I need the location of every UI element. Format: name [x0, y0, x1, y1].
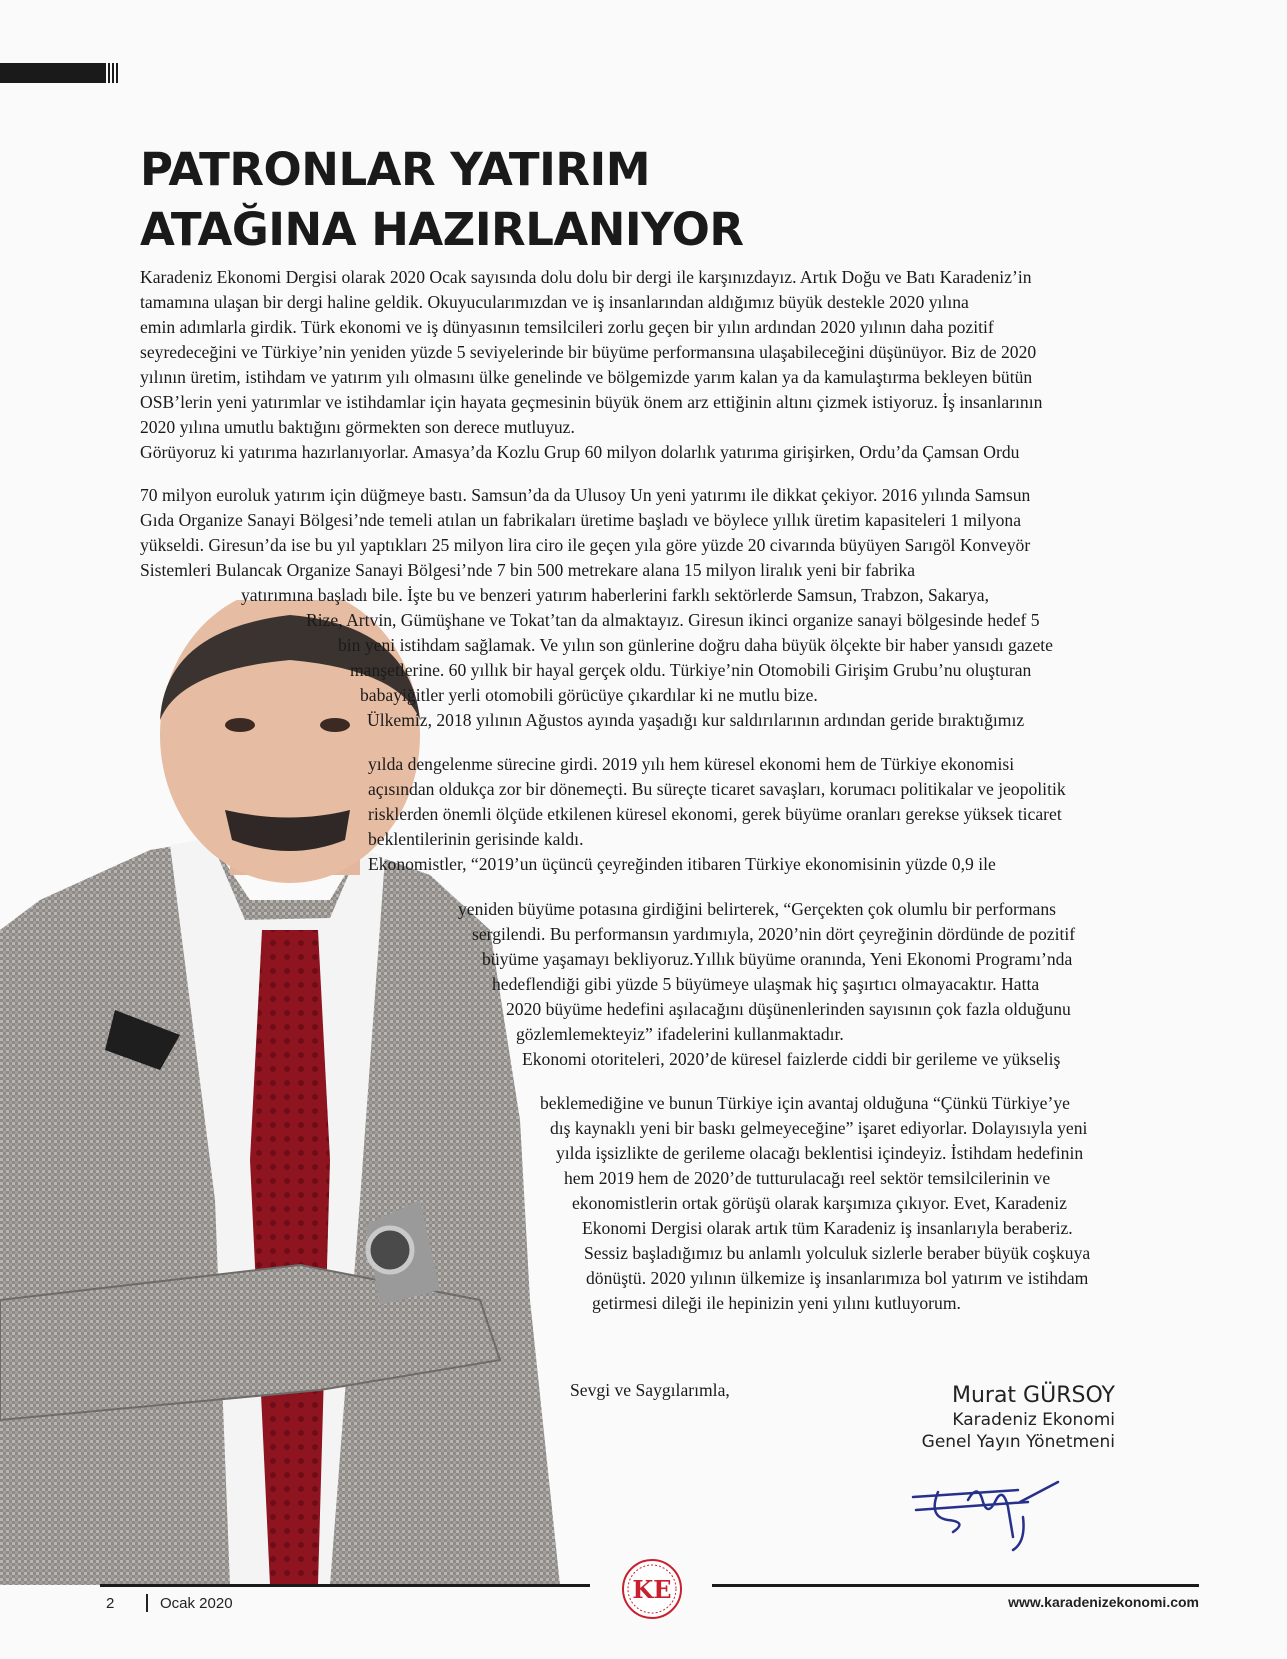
- body-line: yılda dengelenme sürecine girdi. 2019 yılı hem küresel ekonomi hem de Türkiye ekonomisi: [368, 754, 1015, 774]
- header-bar-ticks: [108, 63, 120, 83]
- page-number: 2: [106, 1595, 115, 1612]
- body-line: Ülkemiz, 2018 yılının Ağustos ayında yaşadığı kur saldırılarının ardından geride bıraktığımız: [367, 710, 1025, 730]
- body-line: büyüme yaşamayı bekliyoruz.Yıllık büyüme oranında, Yeni Ekonomi Programı’nda: [482, 949, 1073, 969]
- body-line: babayiğitler yerli otomobili görücüye çıkardılar ki ne mutlu bize.: [360, 685, 818, 705]
- title-line-2: ATAĞINA HAZIRLANIYOR: [140, 203, 744, 256]
- body-line: Sessiz başladığımız bu anlamlı yolculuk sizlerle beraber büyük coşkuya: [584, 1243, 1091, 1263]
- title-line-1: PATRONLAR YATIRIM: [140, 143, 650, 196]
- handwritten-signature: [908, 1462, 1068, 1552]
- body-line: yatırımına başladı bile. İşte bu ve benzeri yatırım haberlerini farklı sektörlerde Samsun, Trabzon, Sakarya,: [241, 585, 990, 605]
- page-title: [140, 140, 744, 260]
- body-line: Ekonomi Dergisi olarak artık tüm Karadeniz iş insanlarıyla beraberiz.: [582, 1218, 1073, 1238]
- author-role: Genel Yayın Yönetmeni: [921, 1432, 1115, 1452]
- body-line: gözlemlemekteyiz” ifadelerini kullanmaktadır.: [516, 1024, 844, 1044]
- body-line: yükseldi. Giresun’da ise bu yıl yaptıkları 25 milyon lira ciro ile geçen yıla göre yüzde 20 civarında büyüyen Sarıgöl Konveyör: [140, 535, 1031, 555]
- body-line: 70 milyon euroluk yatırım için düğmeye bastı. Samsun’da da Ulusoy Un yeni yatırımı ile dikkat çekiyor. 2016 yılında Samsun: [140, 485, 1031, 505]
- body-line: Karadeniz Ekonomi Dergisi olarak 2020 Ocak sayısında dolu dolu bir dergi ile karşınızdayız. Artık Doğu ve Batı Karadeniz’in: [140, 267, 1032, 287]
- body-line: yılda işsizlikte de gerileme olacağı beklentisi içindeyiz. İstihdam hedefinin: [556, 1143, 1084, 1163]
- body-line: manşetlerine. 60 yıllık bir hayal gerçek oldu. Türkiye’nin Otomobili Girişim Grubu’nu oluşturan: [350, 660, 1032, 680]
- body-line: tamamına ulaşan bir dergi haline geldik. Okuyucularımızdan ve iş insanlarından aldığımız büyük destekle 2020 yılına: [140, 292, 969, 312]
- body-line: beklentilerinin gerisinde kaldı.: [368, 829, 584, 849]
- footer-rule-right: [712, 1584, 1199, 1587]
- body-line: yılının üretim, istihdam ve yatırım yılı olmasını ülke genelinde ve bölgemizde yarım kalan ya da kamulaştırma bekleyen bütün: [140, 367, 1033, 387]
- issue-date: Ocak 2020: [160, 1595, 233, 1612]
- body-line: OSB’lerin yeni yatırımlar ve istihdamlar için hayata geçmesinin büyük önem arz ettiğinin altını çizmek istiyoruz. İş insanlarının: [140, 392, 1043, 412]
- body-line: Görüyoruz ki yatırıma hazırlanıyorlar. Amasya’da Kozlu Grup 60 milyon dolarlık yatırıma girişirken, Ordu’da Çamsan Ordu: [140, 442, 1020, 462]
- body-line: Rize, Artvin, Gümüşhane ve Tokat’tan da almaktayız. Giresun ikinci organize sanayi bölgesinde hedef 5: [306, 610, 1040, 630]
- body-line: risklerden önemli ölçüde etkilenen küresel ekonomi, gerek büyüme oranları gerekse yüksek ticaret: [368, 804, 1062, 824]
- body-line: bin yeni istihdam sağlamak. Ve yılın son günlerine doğru daha büyük ölçekte bir haber yansıdı gazete: [338, 635, 1053, 655]
- body-line: hem 2019 hem de 2020’de tutturulacağı reel sektör temsilcilerinin ve: [564, 1168, 1051, 1188]
- body-line: dönüştü. 2020 yılının ülkemize iş insanlarımıza bol yatırım ve istihdam: [586, 1268, 1089, 1288]
- body-line: Sistemleri Bulancak Organize Sanayi Bölgesi’nde 7 bin 500 metrekare alana 15 milyon liralık yeni bir fabrika: [140, 560, 916, 580]
- signature-block: [922, 1382, 1115, 1453]
- footer-separator: [146, 1594, 148, 1612]
- body-line: hedeflendiği gibi yüzde 5 büyümeye ulaşmak hiç şaşırtıcı olmayacaktır. Hatta: [492, 974, 1040, 994]
- website-url: www.karadenizekonomi.com: [1008, 1594, 1199, 1610]
- portrait-photo: [0, 600, 560, 1585]
- body-line: açısından oldukça zor bir dönemeçti. Bu süreçte ticaret savaşları, korumacı politikalar ve jeopolitik: [368, 779, 1066, 799]
- body-line: beklemediğine ve bunun Türkiye için avantaj olduğuna “Çünkü Türkiye’ye: [540, 1093, 1070, 1113]
- body-line: yeniden büyüme potasına girdiğini belirterek, “Gerçekten çok olumlu bir performans: [458, 899, 1056, 919]
- body-line: Ekonomistler, “2019’un üçüncü çeyreğinden itibaren Türkiye ekonomisinin yüzde 0,9 ile: [368, 854, 996, 874]
- body-line: 2020 büyüme hedefini aşılacağını düşünenlerinden sayısının çok fazla olduğunu: [506, 999, 1071, 1019]
- header-bar: [0, 63, 106, 83]
- body-line: 2020 yılına umutlu baktığını görmekten son derece mutluyuz.: [140, 417, 575, 437]
- body-line: ekonomistlerin ortak görüşü olarak karşımıza çıkıyor. Evet, Karadeniz: [572, 1193, 1067, 1213]
- body-line: sergilendi. Bu performansın yardımıyla, 2020’nin dört çeyreğinin dördünde de pozitif: [472, 924, 1076, 944]
- logo-text: KE: [632, 1575, 672, 1604]
- body-line: seyredeceğini ve Türkiye’nin yeniden yüzde 5 seviyelerinde bir büyüme performansına ulaşabileceğini düşünüyor. Biz de 2020: [140, 342, 1037, 362]
- closing-salutation: Sevgi ve Saygılarımla,: [570, 1380, 730, 1400]
- author-name: Murat GÜRSOY: [951, 1383, 1115, 1408]
- body-line: emin adımlarla girdik. Türk ekonomi ve iş dünyasının temsilcileri zorlu geçen bir yılın ardından 2020 yılının daha pozitif: [140, 317, 994, 337]
- footer-rule-left: [100, 1584, 590, 1587]
- ke-logo: [617, 1558, 687, 1620]
- body-line: Gıda Organize Sanayi Bölgesi’nde temeli atılan un fabrikaları üretime başladı ve böylece yıllık üretim kapasiteleri 1 milyona: [140, 510, 1022, 530]
- body-line: Ekonomi otoriteleri, 2020’de küresel faizlerde ciddi bir gerileme ve yükseliş: [522, 1049, 1061, 1069]
- author-organization: Karadeniz Ekonomi: [952, 1410, 1115, 1430]
- body-line: dış kaynaklı yeni bir baskı gelmeyeceğine” işaret ediyorlar. Dolayısıyla yeni: [550, 1118, 1088, 1138]
- body-line: getirmesi dileği ile hepinizin yeni yılını kutluyorum.: [592, 1293, 961, 1313]
